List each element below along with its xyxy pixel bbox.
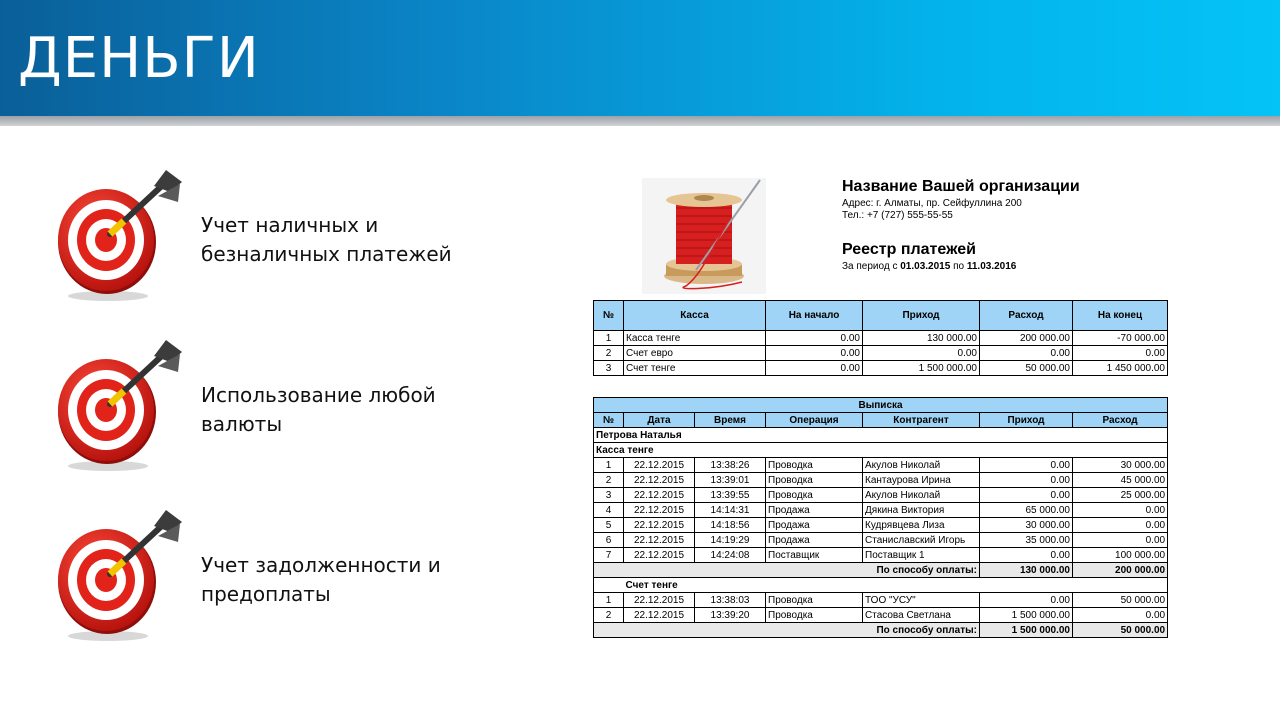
- table-cell: 2: [594, 473, 624, 488]
- organization-phone: Тел.: +7 (727) 555-55-55: [842, 210, 953, 221]
- thread-spool-needle-icon: [642, 178, 766, 294]
- statement-table: [593, 397, 1168, 638]
- table-cell: 1: [594, 458, 624, 473]
- table-cell: 13:39:20: [695, 608, 766, 623]
- table-cell: 13:39:55: [695, 488, 766, 503]
- person-row: [594, 428, 1168, 443]
- table-cell: 13:38:03: [695, 593, 766, 608]
- group-name: Счет тенге: [624, 578, 1168, 593]
- table-row: [594, 533, 1168, 548]
- table-cell: Проводка: [766, 593, 863, 608]
- table-cell: 22.12.2015: [624, 488, 695, 503]
- table-row: [594, 608, 1168, 623]
- table-cell: Станиславский Игорь: [863, 533, 980, 548]
- table-cell: 2: [594, 608, 624, 623]
- table-cell: Дякина Виктория: [863, 503, 980, 518]
- table-cell: Акулов Николай: [863, 488, 980, 503]
- column-header: Приход: [863, 301, 980, 331]
- table-cell: 45 000.00: [1073, 473, 1168, 488]
- target-dart-icon: [54, 338, 186, 474]
- table-cell: 0.00: [766, 361, 863, 376]
- table-cell: -70 000.00: [1073, 331, 1168, 346]
- table-cell: [594, 578, 624, 593]
- table-row: [594, 548, 1168, 563]
- statement-title: Выписка: [594, 398, 1168, 413]
- table-cell: 7: [594, 548, 624, 563]
- table-cell: Поставщик: [766, 548, 863, 563]
- table-cell: 22.12.2015: [624, 548, 695, 563]
- table-cell: 0.00: [980, 458, 1073, 473]
- table-cell: 200 000.00: [980, 331, 1073, 346]
- column-header: На начало: [766, 301, 863, 331]
- table-cell: Проводка: [766, 488, 863, 503]
- table-cell: 0.00: [863, 346, 980, 361]
- total-expense: 200 000.00: [1073, 563, 1168, 578]
- table-cell: Проводка: [766, 458, 863, 473]
- table-cell: 22.12.2015: [624, 608, 695, 623]
- table-cell: Счет евро: [624, 346, 766, 361]
- table-cell: ТОО "УСУ": [863, 593, 980, 608]
- feature-item: [54, 508, 474, 648]
- group-row: [594, 578, 1168, 593]
- total-label: По способу оплаты:: [594, 623, 980, 638]
- table-cell: 0.00: [1073, 346, 1168, 361]
- table-cell: 65 000.00: [980, 503, 1073, 518]
- table-cell: 0.00: [980, 548, 1073, 563]
- column-header: Время: [695, 413, 766, 428]
- table-row: [594, 361, 1168, 376]
- column-header: Расход: [1073, 413, 1168, 428]
- table-cell: 5: [594, 518, 624, 533]
- table-cell: Проводка: [766, 473, 863, 488]
- statement-title-row: [594, 398, 1168, 413]
- organization-address: Адрес: г. Алматы, пр. Сейфуллина 200: [842, 198, 1022, 209]
- page-title: ДЕНЬГИ: [18, 26, 260, 91]
- column-header: Касса: [624, 301, 766, 331]
- total-income: 130 000.00: [980, 563, 1073, 578]
- table-cell: 14:18:56: [695, 518, 766, 533]
- table-row: [594, 331, 1168, 346]
- table-cell: Касса тенге: [624, 331, 766, 346]
- table-cell: Счет тенге: [624, 361, 766, 376]
- total-expense: 50 000.00: [1073, 623, 1168, 638]
- feature-item: [54, 338, 474, 478]
- title-bar: [0, 0, 1280, 116]
- table-cell: 13:39:01: [695, 473, 766, 488]
- table-cell: 1 450 000.00: [1073, 361, 1168, 376]
- column-header: Расход: [980, 301, 1073, 331]
- registry-period: За период с 01.03.2015 по 11.03.2016: [842, 261, 1017, 272]
- group-row: [594, 443, 1168, 458]
- table-cell: 1: [594, 331, 624, 346]
- table-cell: Продажа: [766, 533, 863, 548]
- header-divider: [0, 116, 1280, 126]
- table-cell: 22.12.2015: [624, 533, 695, 548]
- table-cell: Проводка: [766, 608, 863, 623]
- table-cell: Продажа: [766, 503, 863, 518]
- table-row: [594, 346, 1168, 361]
- table-cell: 6: [594, 533, 624, 548]
- column-header: Дата: [624, 413, 695, 428]
- table-row: [594, 473, 1168, 488]
- column-header: №: [594, 413, 624, 428]
- table-cell: 50 000.00: [1073, 593, 1168, 608]
- person-name: Петрова Наталья: [594, 428, 1168, 443]
- table-cell: 0.00: [980, 346, 1073, 361]
- total-row: [594, 623, 1168, 638]
- table-cell: Поставщик 1: [863, 548, 980, 563]
- table-cell: 1: [594, 593, 624, 608]
- table-cell: 30 000.00: [1073, 458, 1168, 473]
- table-cell: 0.00: [1073, 533, 1168, 548]
- total-label: По способу оплаты:: [594, 563, 980, 578]
- table-cell: 25 000.00: [1073, 488, 1168, 503]
- table-cell: 50 000.00: [980, 361, 1073, 376]
- table-cell: 0.00: [1073, 503, 1168, 518]
- registry-title: Реестр платежей: [842, 241, 976, 258]
- table-cell: 22.12.2015: [624, 593, 695, 608]
- table-cell: 22.12.2015: [624, 458, 695, 473]
- table-cell: 14:24:08: [695, 548, 766, 563]
- table-cell: 14:19:29: [695, 533, 766, 548]
- table-cell: 0.00: [766, 346, 863, 361]
- column-header: №: [594, 301, 624, 331]
- table-cell: 13:38:26: [695, 458, 766, 473]
- table-cell: 2: [594, 346, 624, 361]
- feature-text-line: Использование любой: [201, 383, 436, 407]
- table-cell: 22.12.2015: [624, 518, 695, 533]
- table-cell: 4: [594, 503, 624, 518]
- table-cell: 3: [594, 488, 624, 503]
- group-name: Касса тенге: [594, 443, 1168, 458]
- table-row: [594, 593, 1168, 608]
- table-cell: Кудрявцева Лиза: [863, 518, 980, 533]
- column-header: Приход: [980, 413, 1073, 428]
- table-cell: 0.00: [980, 593, 1073, 608]
- target-dart-icon: [54, 168, 186, 304]
- table-cell: 14:14:31: [695, 503, 766, 518]
- feature-text-line: Учет наличных и: [201, 213, 379, 237]
- table-cell: 0.00: [980, 473, 1073, 488]
- organization-name: Название Вашей организации: [842, 178, 1080, 195]
- target-dart-icon: [54, 508, 186, 644]
- table-row: [594, 518, 1168, 533]
- table-cell: Кантаурова Ирина: [863, 473, 980, 488]
- table-cell: 22.12.2015: [624, 473, 695, 488]
- feature-text-line: Учет задолженности и: [201, 553, 441, 577]
- table-row: [594, 458, 1168, 473]
- table-row: [594, 488, 1168, 503]
- table-cell: 35 000.00: [980, 533, 1073, 548]
- table-cell: 0.00: [766, 331, 863, 346]
- table-cell: 1 500 000.00: [980, 608, 1073, 623]
- table-cell: 3: [594, 361, 624, 376]
- table-cell: 0.00: [1073, 518, 1168, 533]
- table-cell: Продажа: [766, 518, 863, 533]
- column-header: На конец: [1073, 301, 1168, 331]
- table-cell: Акулов Николай: [863, 458, 980, 473]
- feature-text-line: предоплаты: [201, 582, 331, 606]
- table-header-row: [594, 301, 1168, 331]
- table-cell: Стасова Светлана: [863, 608, 980, 623]
- table-cell: 1 500 000.00: [863, 361, 980, 376]
- table-cell: 130 000.00: [863, 331, 980, 346]
- table-cell: 30 000.00: [980, 518, 1073, 533]
- column-header: Операция: [766, 413, 863, 428]
- column-header: Контрагент: [863, 413, 980, 428]
- table-header-row: [594, 413, 1168, 428]
- feature-item: [54, 168, 474, 308]
- table-row: [594, 503, 1168, 518]
- table-cell: 100 000.00: [1073, 548, 1168, 563]
- table-cell: 0.00: [1073, 608, 1168, 623]
- table-cell: 22.12.2015: [624, 503, 695, 518]
- feature-text-line: безналичных платежей: [201, 242, 452, 266]
- feature-text-line: валюты: [201, 412, 283, 436]
- total-row: [594, 563, 1168, 578]
- total-income: 1 500 000.00: [980, 623, 1073, 638]
- cash-summary-table: [593, 300, 1168, 376]
- table-cell: 0.00: [980, 488, 1073, 503]
